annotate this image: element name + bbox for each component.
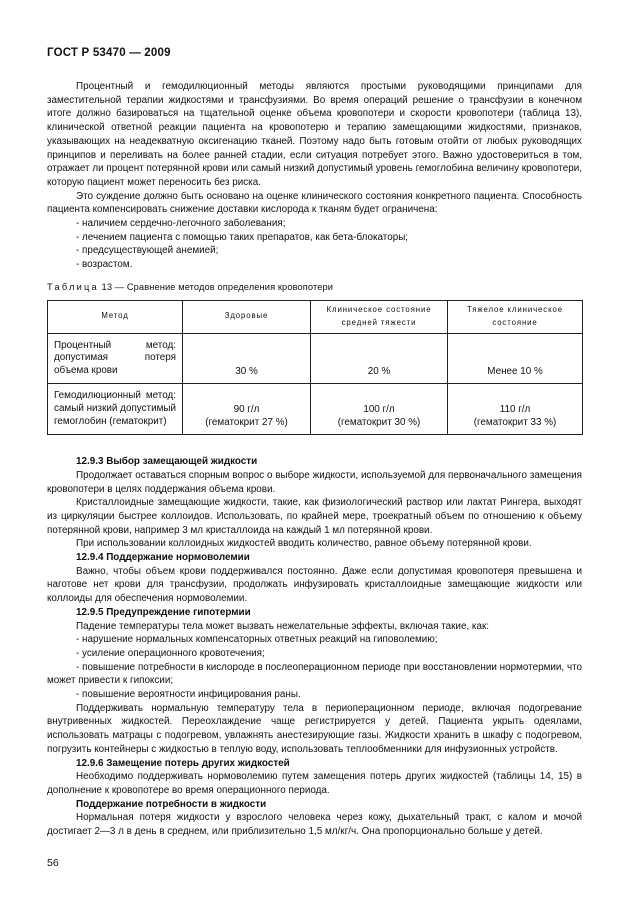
page-number: 56 — [47, 857, 59, 869]
cell-note: (гематокрит 30 %) — [337, 416, 421, 428]
list-item: - предсуществующей анемией; — [76, 245, 219, 257]
paragraph: При использовании коллоидных жидкостей вводить количество, равное объему потерянной крови. — [76, 538, 532, 550]
page-content — [47, 80, 582, 839]
paragraph: Процентный и гемодилюционный методы являются простыми руководящими принципами для заместительной терапии жидкостями и трансфузиями. Во время операций решение о трансфузии в конечном итоге должно базироваться на тщательной оценке объема кровопотери и скорости кровопотери (таблица 13), клинической ответной реакции пациента на кровопотерю и терапию замещающими жидкостями, признаков, указывающих на неадекватную оксигенацию тканей. Поэтому надо быть готовым отойти от любых руководящих принципов и переливать на более ранней стадии, если ситуация потребует этого. Важно удостовериться в том, отражает ли процент потерянной крови или самый низкий допустимый уровень гемоглобина величину кровопотери, которую пациент может переносить без риска. — [47, 81, 582, 188]
cell-note: (гематокрит 27 %) — [205, 416, 288, 428]
table-cell: 20 % — [311, 333, 448, 384]
table-caption — [47, 281, 582, 295]
cell-value: 110 г/л — [499, 403, 531, 415]
paragraph: Важно, чтобы объем крови поддерживался постоянно. Даже если допустимая кровопотеря превышена и наготове нет крови для трансфузии, продолжать инфузировать кристаллоидные замещающие жидкости или коллоиды для обеспечения нормоволемии. — [47, 565, 582, 605]
section-heading: 12.9.4 Поддержание нормоволемии — [76, 552, 250, 564]
table-cell-method: Гемодилюционный метод: самый низкий допустимый гемоглобин (гематокрит) — [48, 384, 183, 435]
paragraph: Это суждение должно быть основано на оценке клинического состояния конкретного пациента. Способность пациента компенсировать снижение доставки кислорода к тканям будет ограничена: — [47, 190, 582, 216]
table-caption-label: Таблица — [47, 281, 99, 292]
list-item: - лечением пациента с помощью таких препаратов, как бета-блокаторы; — [76, 231, 409, 243]
table-row — [48, 333, 583, 384]
table-cell-method: Процентный метод: допустимая потеря объема крови — [48, 333, 183, 384]
subsection-heading: Поддержание потребности в жидкости — [76, 798, 267, 810]
paragraph: Необходимо поддерживать нормоволемию путем замещения потерь других жидкостей (таблицы 14, 15) в дополнение к кровопотере во время операционного периода. — [47, 771, 582, 796]
paragraph: Кристаллоидные замещающие жидкости, такие, как физиологический раствор или лактат Рингера, выходят из циркуляции быстрее коллоидов. Использовать, по крайней мере, троекратный объем по отношению к объему потерянной крови, например 3 мл кристаллоида на каждый 1 мл потерянной крови. — [47, 497, 582, 536]
section-heading: 12.9.5 Предупреждение гипотермии — [76, 606, 251, 618]
table-cell: Менее 10 % — [448, 333, 583, 384]
cell-note: (гематокрит 33 %) — [473, 416, 557, 428]
list-item: - возрастом. — [76, 259, 133, 271]
table-cell — [448, 384, 583, 435]
blood-loss-methods-table — [47, 300, 583, 436]
section-heading: 12.9.6 Замещение потерь других жидкостей — [76, 757, 290, 769]
table-header-row — [48, 300, 583, 333]
list-item: - усиление операционного кровотечения; — [76, 647, 265, 659]
column-header: Тяжелое клиническое состояние — [448, 300, 583, 333]
list-item: - нарушение нормальных компенсаторных ответных реакций на гиповолемию; — [76, 634, 438, 646]
list-item: - наличием сердечно-легочного заболевания; — [76, 218, 286, 230]
paragraph: Нормальная потеря жидкости у взрослого человека через кожу, дыхательный тракт, с калом и мочой достигает 2—3 л в день в среднем, или приблизительно 1,5 мл/кг/ч. Она пропорционально больше у детей. — [47, 812, 582, 838]
section-heading: 12.9.3 Выбор замещающей жидкости — [76, 456, 258, 468]
paragraph: Продолжает оставаться спорным вопрос о выборе жидкости, используемой для первоначального замещения кровопотери в целях поддержания объема крови. — [47, 469, 582, 495]
cell-value: 90 г/л — [233, 403, 260, 415]
list-item: - повышение потребности в кислороде в послеоперационном периоде при восстановлении нормотермии, что может привести к гипоксии; — [47, 661, 582, 687]
table-cell: 30 % — [183, 333, 311, 384]
list-item: - повышение вероятности инфицирования раны. — [76, 689, 301, 701]
column-header: Метод — [48, 300, 183, 333]
paragraph: Поддерживать нормальную температуру тела в периоперационном периоде, включая подогревание внутривенных жидкостей. Переохлаждение чаще регистрируется у детей. Пациента укрыть одеялами, использовать матрацы с подогревом, увлажнять анестезирующие газы. Жидкости хранить в шкафу с подогревом, погрузить контейнеры с жидкостью в теплую воду, использовать теплообменники для инфузионных устройств. — [47, 702, 582, 755]
table-cell — [311, 384, 448, 435]
table-row — [48, 384, 583, 435]
table-cell — [183, 384, 311, 435]
cell-value: 100 г/л — [363, 403, 395, 415]
column-header: Здоровые — [183, 300, 311, 333]
paragraph: Падение температуры тела может вызвать нежелательные эффекты, включая такие, как: — [76, 620, 490, 632]
column-header: Клиническое состояние средней тяжести — [311, 300, 448, 333]
document-header: ГОСТ Р 53470 — 2009 — [47, 47, 171, 59]
table-caption-text: 13 — Сравнение методов определения кровопотери — [101, 281, 334, 292]
